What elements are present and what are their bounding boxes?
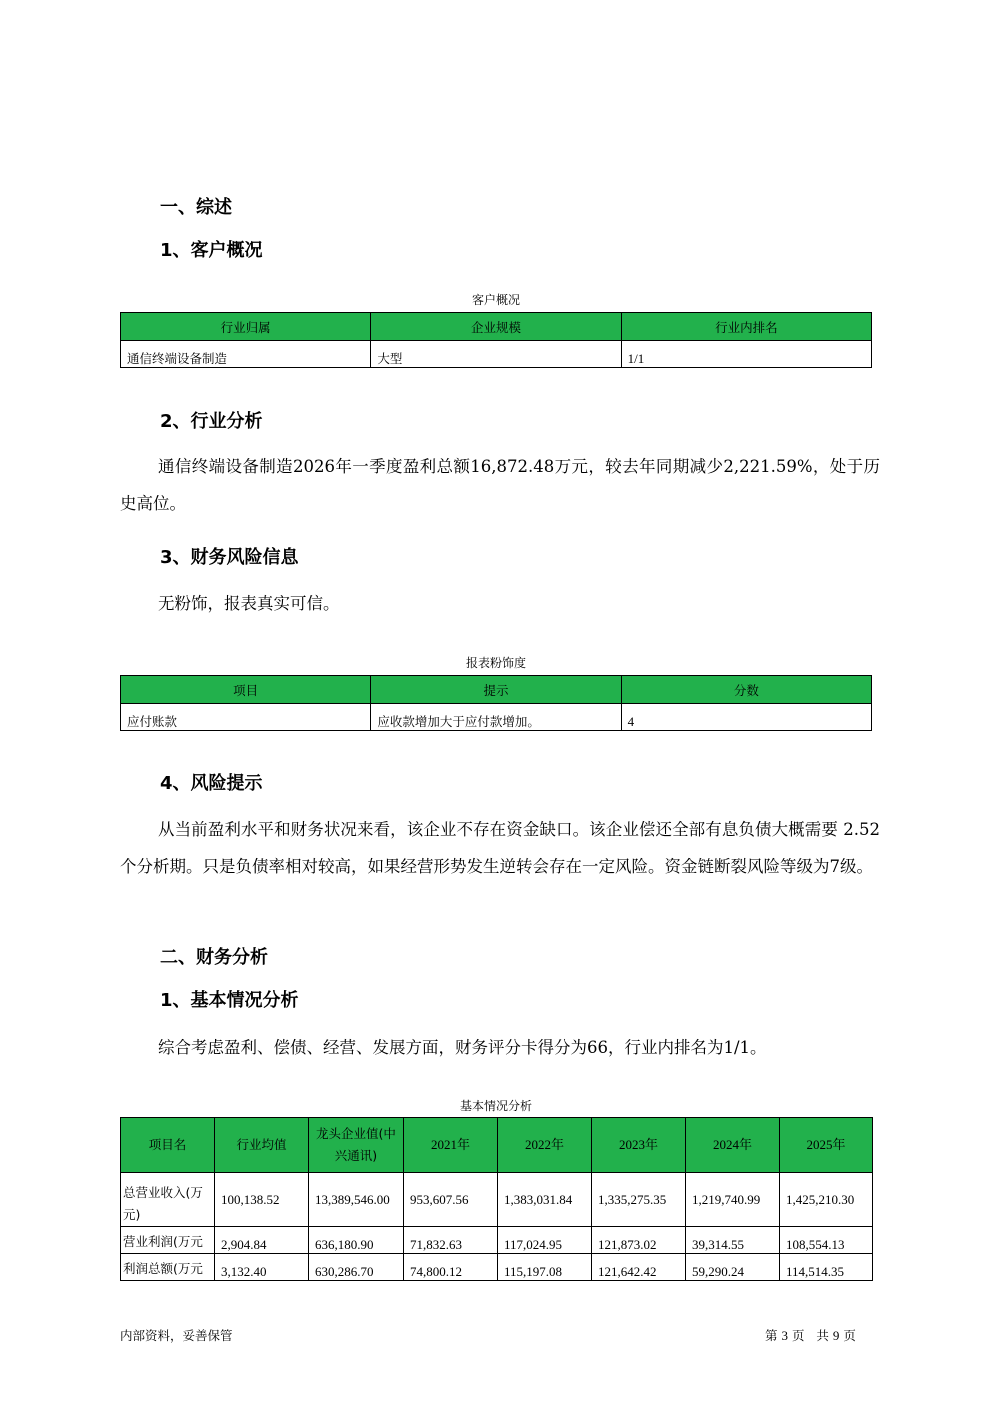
table-row <box>121 1227 873 1254</box>
table-cell: 121,642.42 <box>592 1254 686 1281</box>
basic-header-2021: 2021年 <box>404 1118 498 1173</box>
footer-page-indicator <box>765 1326 856 1344</box>
footer-page-number: 3 <box>781 1328 788 1343</box>
table-cell: 3,132.40 <box>215 1254 309 1281</box>
table-cell: 1,335,275.35 <box>592 1173 686 1227</box>
section-title-customer: 1、客户概况 <box>160 240 263 261</box>
basic-header-2023: 2023年 <box>592 1118 686 1173</box>
table-cell: 115,197.08 <box>498 1254 592 1281</box>
table-cell: 74,800.12 <box>404 1254 498 1281</box>
whitewash-header-hint: 提示 <box>371 676 621 704</box>
whitewash-table-header-row <box>121 676 872 704</box>
customer-header-rank: 行业内排名 <box>621 313 871 341</box>
whitewash-hint-cell: 应收款增加大于应付款增加。 <box>371 704 621 731</box>
customer-header-scale: 企业规模 <box>371 313 621 341</box>
basic-paragraph: 综合考虑盈利、偿债、经营、发展方面，财务评分卡得分为66，行业内排名为1/1。 <box>158 1038 767 1057</box>
table-row <box>121 1173 873 1227</box>
table-cell: 108,554.13 <box>780 1227 873 1254</box>
table-cell: 1,383,031.84 <box>498 1173 592 1227</box>
customer-industry-cell: 通信终端设备制造 <box>121 341 371 368</box>
table-cell: 59,290.24 <box>686 1254 780 1281</box>
whitewash-table-caption: 报表粉饰度 <box>465 656 526 670</box>
industry-paragraph: 通信终端设备制造2026年一季度盈利总额16,872.48万元，较去年同期减少2,221.59%，处于历史高位。 <box>120 457 880 513</box>
footer-total-number: 9 <box>832 1328 840 1343</box>
footer-total-label: 共 <box>816 1328 829 1343</box>
customer-table <box>120 312 872 368</box>
basic-header-2025: 2025年 <box>780 1118 873 1173</box>
table-cell: 1,219,740.99 <box>686 1173 780 1227</box>
table-cell: 117,024.95 <box>498 1227 592 1254</box>
section-title-basic: 1、基本情况分析 <box>160 990 299 1011</box>
basic-table-caption: 基本情况分析 <box>459 1099 532 1113</box>
table-cell: 39,314.55 <box>686 1227 780 1254</box>
table-cell: 71,832.63 <box>404 1227 498 1254</box>
customer-header-industry: 行业归属 <box>121 313 371 341</box>
section-title-financial: 二、财务分析 <box>160 947 268 968</box>
table-cell: 1,425,210.30 <box>780 1173 873 1227</box>
footer-total-unit: 页 <box>843 1328 856 1343</box>
table-cell: 636,180.90 <box>309 1227 404 1254</box>
section-title-overview: 一、综述 <box>160 197 232 218</box>
whitewash-header-item: 项目 <box>121 676 371 704</box>
section-title-risk-alert: 4、风险提示 <box>160 773 263 794</box>
row-label: 利润总额(万元 <box>121 1254 215 1281</box>
basic-table-header-row <box>121 1118 873 1173</box>
basic-analysis-table <box>120 1117 873 1281</box>
customer-scale-cell: 大型 <box>371 341 621 368</box>
whitewash-score-cell: 4 <box>621 704 871 731</box>
basic-header-2022: 2022年 <box>498 1118 592 1173</box>
risk-alert-paragraph: 从当前盈利水平和财务状况来看，该企业不存在资金缺口。该企业偿还全部有息负债大概需要 2.52个分析期。只是负债率相对较高，如果经营形势发生逆转会存在一定风险。资金链断裂风险等级为7级。 <box>120 820 880 876</box>
table-cell: 630,286.70 <box>309 1254 404 1281</box>
risk-info-paragraph: 无粉饰，报表真实可信。 <box>158 594 340 613</box>
table-row <box>121 1254 873 1281</box>
customer-table-caption: 客户概况 <box>471 293 520 307</box>
footer-confidential-note: 内部资料，妥善保管 <box>120 1328 233 1343</box>
basic-header-leader: 龙头企业值(中兴通讯) <box>309 1118 404 1173</box>
customer-rank-cell: 1/1 <box>621 341 871 368</box>
footer-page-label: 第 <box>765 1328 778 1343</box>
basic-header-industry-avg: 行业均值 <box>215 1118 309 1173</box>
whitewash-header-score: 分数 <box>621 676 871 704</box>
table-cell: 953,607.56 <box>404 1173 498 1227</box>
row-label: 营业利润(万元 <box>121 1227 215 1254</box>
basic-header-2024: 2024年 <box>686 1118 780 1173</box>
table-cell: 2,904.84 <box>215 1227 309 1254</box>
basic-header-item: 项目名 <box>121 1118 215 1173</box>
section-title-risk-info: 3、财务风险信息 <box>160 547 299 568</box>
customer-table-header-row <box>121 313 872 341</box>
row-label: 总营业收入(万元) <box>121 1173 215 1227</box>
table-cell: 121,873.02 <box>592 1227 686 1254</box>
table-cell: 100,138.52 <box>215 1173 309 1227</box>
table-row <box>121 341 872 368</box>
whitewash-item-cell: 应付账款 <box>121 704 371 731</box>
table-row <box>121 704 872 731</box>
table-cell: 114,514.35 <box>780 1254 873 1281</box>
section-title-industry: 2、行业分析 <box>160 411 263 432</box>
footer-page-unit: 页 <box>791 1328 805 1343</box>
whitewash-table <box>120 675 872 731</box>
table-cell: 13,389,546.00 <box>309 1173 404 1227</box>
